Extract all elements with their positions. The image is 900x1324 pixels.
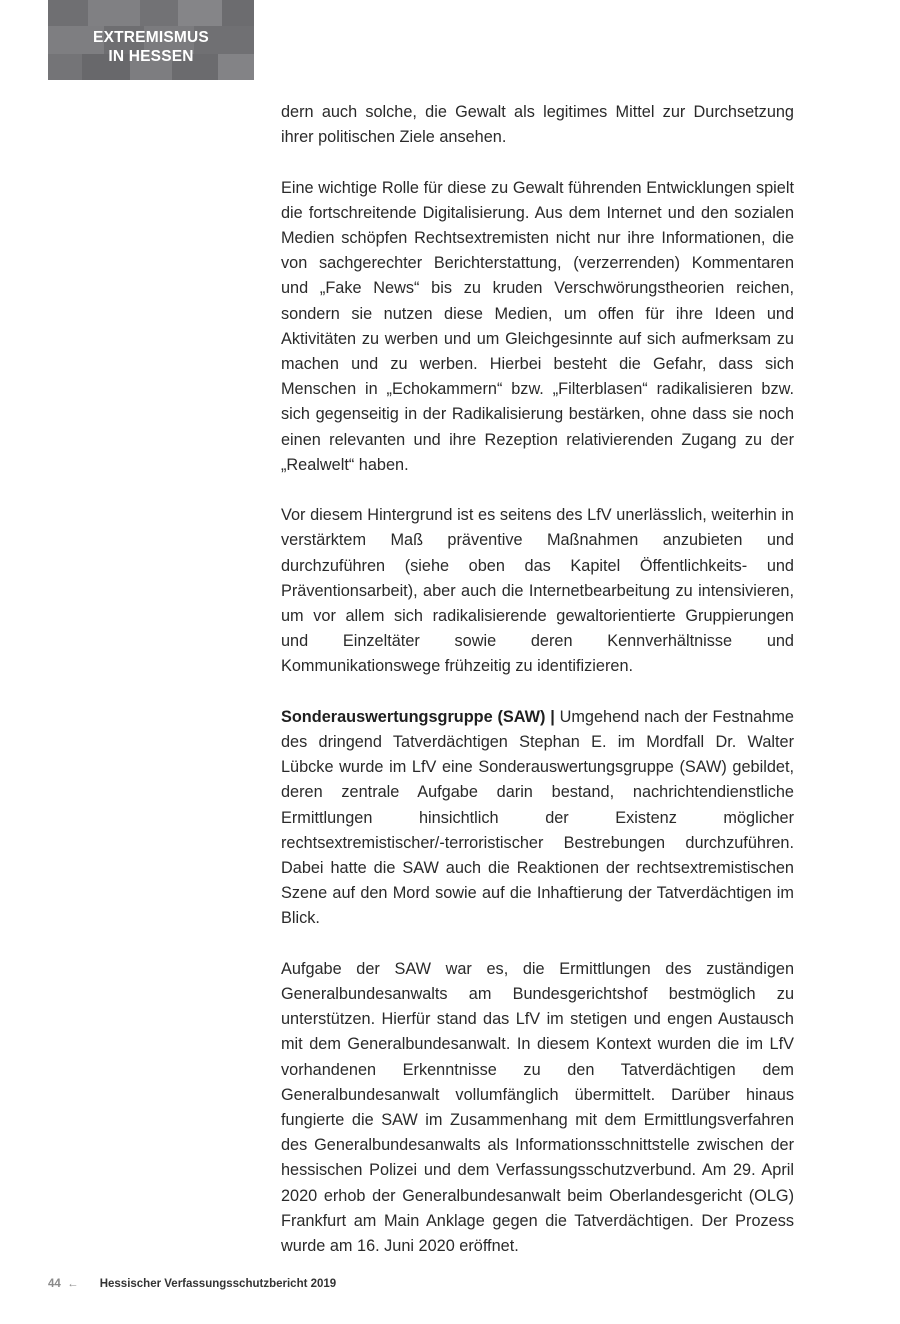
main-text-column	[281, 100, 794, 1284]
paragraph-continuation: dern auch solche, die Gewalt als legitimes Mittel zur Durchsetzung ihrer politischen Ziele ansehen.	[281, 103, 794, 147]
saw-heading: Sonderauswertungsgruppe (SAW) |	[281, 707, 555, 726]
section-tab-line-1: EXTREMISMUS	[93, 29, 209, 46]
page-number: 44	[48, 1278, 61, 1290]
footer-title: Hessischer Verfassungsschutzbericht 2019	[99, 1278, 337, 1290]
saw-body-text: Umgehend nach der Festnahme des dringend Tatverdächtigen Stephan E. im Mordfall Dr. Walter Lübcke wurde im LfV eine Sonderauswertungsgruppe (SAW) gebildet, deren zentrale Aufgabe darin bestand, nachrichtendienstliche Ermittlungen hinsichtlich der Existenz möglicher rechtsextremistischer/-terroristischer Bestrebungen durchzuführen. Dabei hatte die SAW auch die Reaktionen der rechtsextremistischen Szene auf den Mord sowie auf die Inhaftierung der Tatverdächtigen im Blick.	[281, 707, 794, 928]
section-tab-line-2: IN HESSEN	[108, 48, 194, 65]
section-tab	[48, 0, 254, 80]
section-tab-label	[48, 28, 254, 66]
paragraph-saw	[281, 705, 794, 932]
page-footer	[48, 1278, 336, 1290]
paragraph-prevention: Vor diesem Hintergrund ist es seitens des LfV unerlässlich, weiterhin in verstärktem Maß präventive Maßnahmen anzubieten und durchzuführen (siehe oben das Kapitel Öffentlichkeits- und Präventionsarbeit), aber auch die Internetbearbeitung zu intensivieren, um vor allem sich radikalisierende gewaltorientierte Gruppierungen und Einzeltäter sowie deren Kennverhältnisse und Kommunikationswege frühzeitig zu identifizieren.	[281, 506, 794, 676]
arrow-left-icon: ←	[67, 1278, 79, 1290]
paragraph-digitalization: Eine wichtige Rolle für diese zu Gewalt führenden Entwicklungen spielt die fortschreitende Digitalisierung. Aus dem Internet und den sozialen Medien schöpfen Rechtsextremisten nicht nur ihre Informationen, die von sachgerechter Berichterstattung, (verzerrenden) Kommentaren und „Fake News“ bis zu kruden Verschwörungstheorien reichen, sondern sie nutzen diese Medien, um offen für ihre Ideen und Aktivitäten zu werben und um Gleichgesinnte auf sich aufmerksam zu machen und zu werben. Hierbei besteht die Gefahr, dass sich Menschen in „Echokammern“ bzw. „Filterblasen“ radikalisieren bzw. sich gegenseitig in der Radikalisierung bestärken, ohne dass sie noch einen relevanten und ihre Rezeption relativierenden Zugang zu der „Realwelt“ haben.	[281, 178, 794, 474]
paragraph-saw-task: Aufgabe der SAW war es, die Ermittlungen des zuständigen Generalbundesanwalts am Bundesgerichtshof bestmöglich zu unterstützen. Hierfür stand das LfV im stetigen und engen Austausch mit dem Generalbundesanwalt. In diesem Kontext wurden die im LfV vorhandenen Erkenntnisse zu den Tatverdächtigen dem Generalbundesanwalt vollumfänglich übermittelt. Darüber hinaus fungierte die SAW im Zusammenhang mit dem Ermittlungsverfahren des Generalbundesanwalts als Informationsschnittstelle zwischen der hessischen Polizei und dem Verfassungsschutzverbund. Am 29. April 2020 erhob der Generalbundesanwalt beim Oberlandesgericht (OLG) Frankfurt am Main Anklage gegen die Tatverdächtigen. Der Prozess wurde am 16. Juni 2020 eröffnet.	[281, 959, 794, 1256]
